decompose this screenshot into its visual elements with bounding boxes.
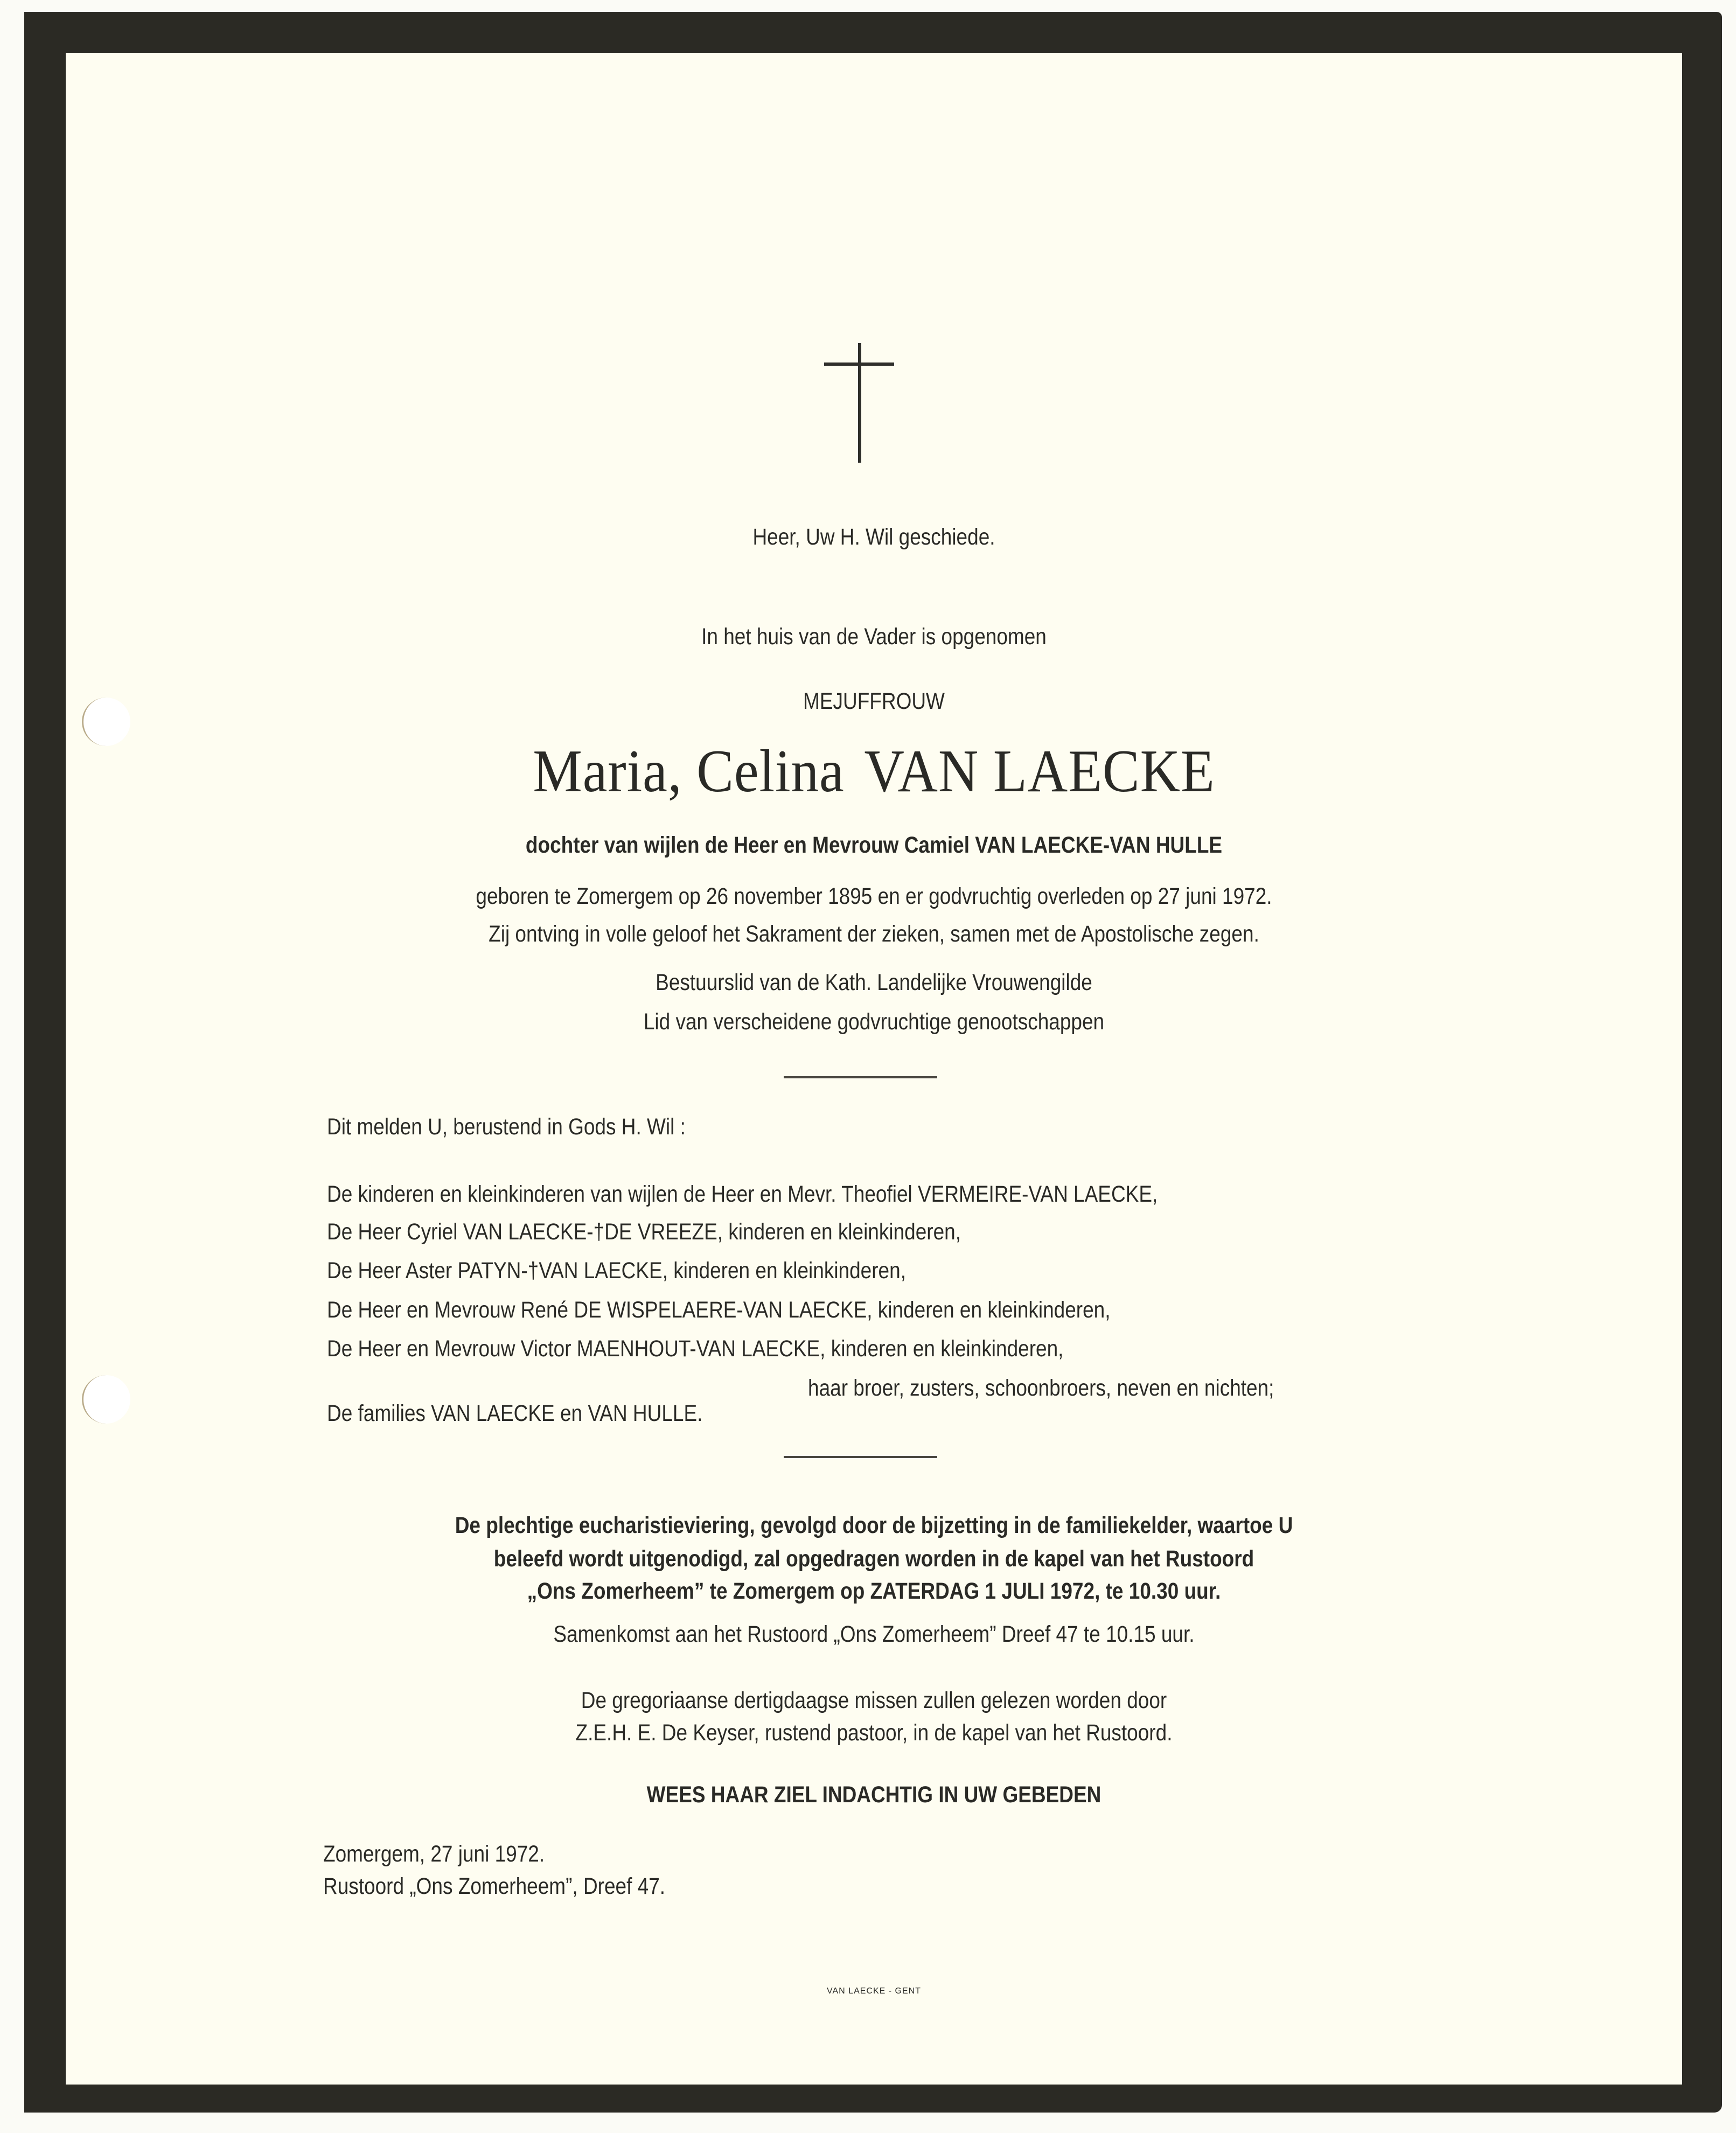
sacrament-line: Zij ontving in volle geloof het Sakrament der zieken, samen met de Apostolische zegen. bbox=[489, 921, 1259, 947]
service-line: De plechtige eucharistieviering, gevolgd door de bijzetting in de familiekelder, waartoe U bbox=[455, 1512, 1293, 1538]
intro-text: In het huis van de Vader is opgenomen bbox=[701, 624, 1047, 650]
mourning-card bbox=[66, 53, 1682, 2085]
family-line: De Heer en Mevrouw Victor MAENHOUT-VAN LAECKE, kinderen en kleinkinderen, bbox=[327, 1336, 1064, 1362]
parents-line: dochter van wijlen de Heer en Mevrouw Camiel VAN LAECKE-VAN HULLE bbox=[525, 832, 1223, 858]
honorific: MEJUFFROUW bbox=[803, 688, 945, 714]
divider bbox=[784, 1456, 937, 1458]
family-name: VAN LAECKE bbox=[864, 738, 1215, 805]
family-line: De Heer en Mevrouw René DE WISPELAERE-VAN LAECKE, kinderen en kleinkinderen, bbox=[327, 1297, 1111, 1323]
gathering-line: Samenkomst aan het Rustoord „Ons Zomerheem” Dreef 47 te 10.15 uur. bbox=[553, 1621, 1195, 1647]
announcement-lead: Dit melden U, berustend in Gods H. Wil : bbox=[327, 1114, 686, 1140]
prayer-request: WEES HAAR ZIEL INDACHTIG IN UW GEBEDEN bbox=[646, 1782, 1101, 1808]
punch-hole bbox=[82, 1375, 130, 1424]
address: Rustoord „Ons Zomerheem”, Dreef 47. bbox=[323, 1873, 666, 1899]
role-line-1: Bestuurslid van de Kath. Landelijke Vrouwengilde bbox=[656, 970, 1092, 995]
given-names: Maria, Celina bbox=[533, 738, 845, 805]
family-line: De Heer Cyriel VAN LAECKE-†DE VREEZE, kinderen en kleinkinderen, bbox=[327, 1219, 961, 1245]
masses-line-1: De gregoriaanse dertigdaagse missen zullen gelezen worden door bbox=[581, 1688, 1167, 1713]
families-line: De families VAN LAECKE en VAN HULLE. bbox=[327, 1400, 703, 1426]
invocation: Heer, Uw H. Wil geschiede. bbox=[752, 524, 995, 550]
place-date: Zomergem, 27 juni 1972. bbox=[323, 1841, 545, 1867]
divider bbox=[784, 1076, 937, 1078]
punch-hole bbox=[82, 698, 130, 746]
family-line: De kinderen en kleinkinderen van wijlen de Heer en Mevr. Theofiel VERMEIRE-VAN LAECKE, bbox=[327, 1181, 1158, 1207]
service-line: beleefd wordt uitgenodigd, zal opgedragen worden in de kapel van het Rustoord bbox=[493, 1546, 1254, 1572]
masses-line-2: Z.E.H. E. De Keyser, rustend pastoor, in de kapel van het Rustoord. bbox=[575, 1720, 1173, 1746]
service-line: „Ons Zomerheem” te Zomergem op ZATERDAG 1 JULI 1972, te 10.30 uur. bbox=[527, 1578, 1221, 1604]
relations-line: haar broer, zusters, schoonbroers, neven en nichten; bbox=[808, 1375, 1274, 1401]
family-line: De Heer Aster PATYN-†VAN LAECKE, kinderen en kleinkinderen, bbox=[327, 1258, 906, 1284]
birth-death-line: geboren te Zomergem op 26 november 1895 en er godvruchtig overleden op 27 juni 1972. bbox=[476, 883, 1272, 909]
printer-credit: VAN LAECKE - GENT bbox=[827, 1986, 921, 1996]
role-line-2: Lid van verscheidene godvruchtige genootschappen bbox=[643, 1009, 1105, 1035]
deceased-name bbox=[130, 737, 1618, 806]
